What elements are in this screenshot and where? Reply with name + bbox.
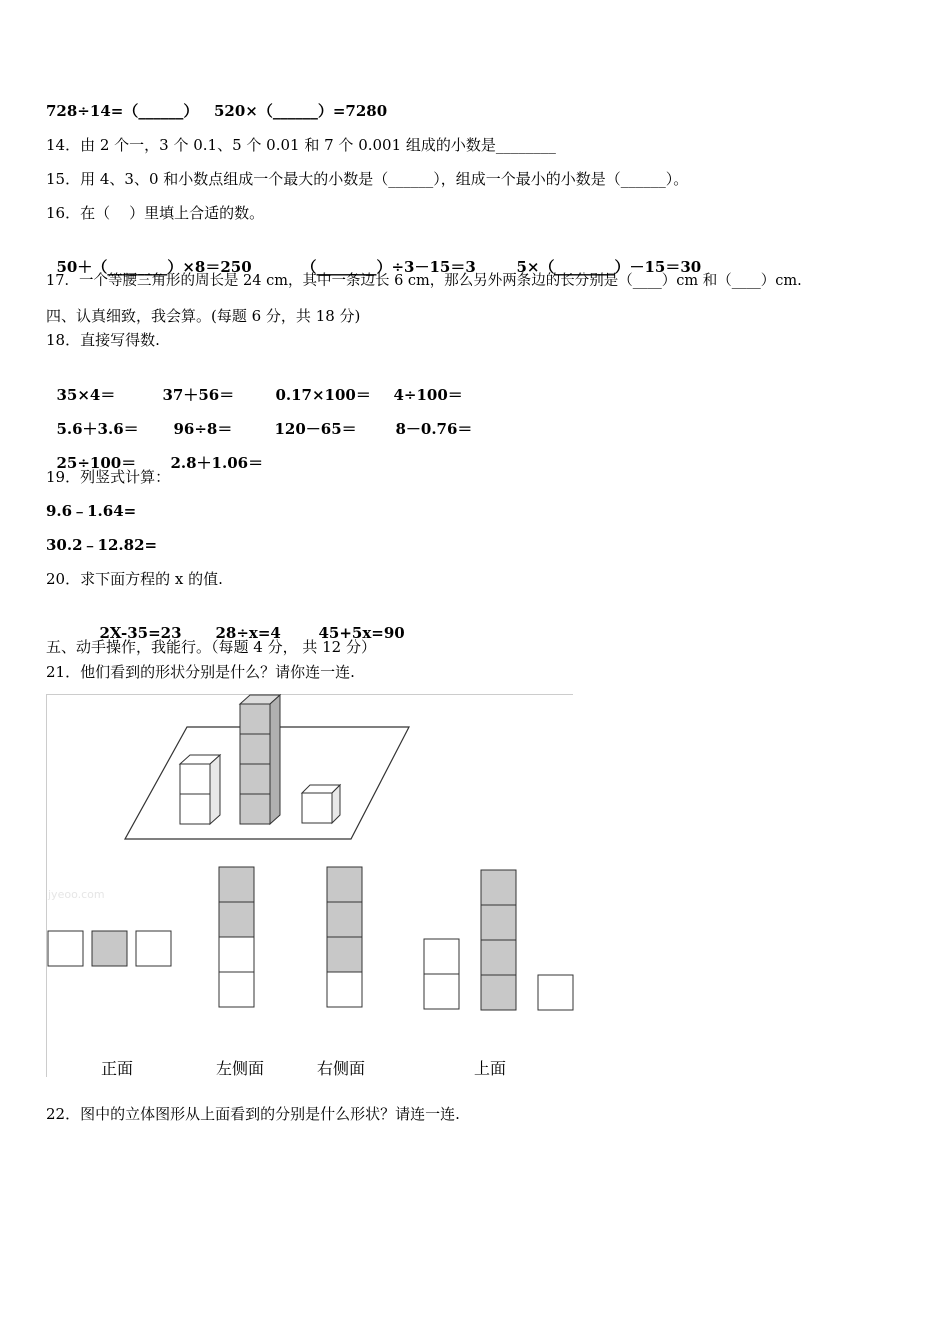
question-17: 17．一个等腰三角形的周长是 24 cm，其中一条边长 6 cm，那么另外两条边的长分别是（____）cm 和（____）cm.	[46, 273, 802, 289]
q16-item: （________）÷3－15＝3	[301, 258, 476, 276]
top-view-shape	[424, 870, 573, 1010]
calc-item: 2.8＋1.06＝	[170, 454, 264, 472]
q16-item: 5×（________）－15＝30	[516, 258, 702, 276]
calc-item: 120－65＝	[274, 420, 357, 438]
question-20-title: 20．求下面方程的 x 的值.	[46, 570, 223, 588]
watermark: jyeoo.com	[48, 888, 105, 901]
equation: 28÷x=4	[215, 624, 281, 642]
left-side-view-shape	[219, 867, 254, 1007]
label-left-side: 左侧面	[216, 1059, 265, 1078]
q16-item: 50＋（________）×8＝250	[56, 258, 252, 276]
middle-cube-stack	[240, 695, 280, 824]
q21-figure	[46, 694, 576, 1079]
q21-illustration	[46, 694, 576, 1079]
section-4-heading: 四、认真细致，我会算。(每题 6 分，共 18 分)	[46, 307, 361, 325]
calc-item: 35×4＝	[56, 386, 116, 404]
question-15: 15．用 4、3、0 和小数点组成一个最大的小数是（______），组成一个最小的小数是（______）。	[46, 170, 689, 188]
question-16-title: 16．在（ ）里填上合适的数。	[46, 204, 265, 222]
label-front: 正面	[101, 1059, 134, 1078]
calc-item: 5.6＋3.6＝	[56, 420, 139, 438]
right-side-view-shape	[327, 867, 362, 1007]
calc-item: 4÷100＝	[393, 386, 463, 404]
q13-line: 728÷14=（______） 520×（______）=7280	[46, 102, 388, 120]
section-5-heading: 五、动手操作，我能行。（每题 4 分， 共 12 分）	[46, 638, 376, 656]
calc-item: 96÷8＝	[173, 420, 233, 438]
left-cube-stack	[180, 755, 220, 824]
question-14: 14．由 2 个一，3 个 0.1、5 个 0.01 和 7 个 0.001 组成的小数是________	[46, 136, 556, 154]
front-view-shape	[48, 931, 171, 966]
question-18-title: 18．直接写得数.	[46, 331, 160, 349]
question-21-title: 21．他们看到的形状分别是什么？请你连一连.	[46, 663, 355, 681]
calc-item: 25÷100＝	[56, 454, 137, 472]
equation: 45+5x=90	[318, 624, 405, 642]
question-22: 22．图中的立体图形从上面看到的分别是什么形状？请连一连.	[46, 1105, 460, 1123]
q19-item: 30.2﹣12.82=	[46, 536, 158, 554]
label-right-side: 右侧面	[317, 1059, 366, 1078]
question-19-title: 19．列竖式计算：	[46, 468, 171, 486]
calc-item: 37＋56＝	[162, 386, 235, 404]
right-cube	[302, 785, 340, 823]
calc-item: 0.17×100＝	[275, 386, 371, 404]
equation: 2X-35=23	[99, 624, 182, 642]
q19-item: 9.6﹣1.64=	[46, 502, 137, 520]
label-top: 上面	[474, 1059, 507, 1078]
calc-item: 8－0.76＝	[395, 420, 473, 438]
